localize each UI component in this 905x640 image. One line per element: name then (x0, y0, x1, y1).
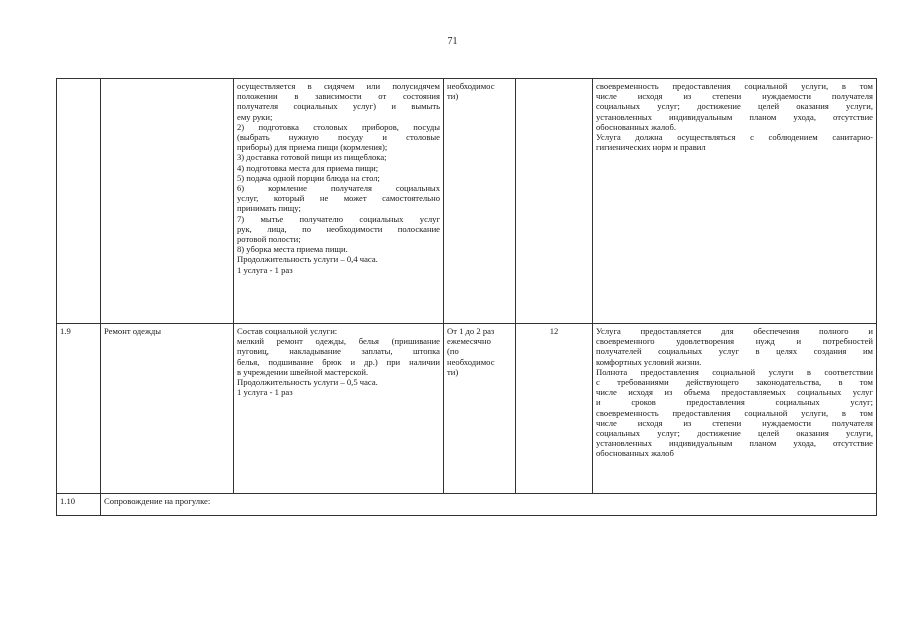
service-content-cell (234, 79, 444, 324)
text-line: Услуга предоставляется для обеспечения полного и (596, 326, 873, 336)
service-name-cell: Ремонт одежды (101, 324, 234, 494)
text-line: установленных индивидуальным планом ухода, отсутствие (596, 438, 873, 449)
text-line: обоснованных жалоб. (596, 121, 677, 132)
text-line: (по (447, 346, 459, 357)
row-number-cell: 1.10 (57, 494, 101, 516)
text-line: необходимос (447, 356, 495, 367)
row-number-cell (57, 79, 101, 324)
text-line: 2) подготовка столовых приборов, посуды (237, 121, 440, 132)
text-line: в учреждении швейной мастерской. (237, 366, 369, 377)
text-line: числе исходя из степени нуждаемости получателя (596, 91, 873, 102)
text-line: Полнота предоставления социальной услуги в соответствии (596, 366, 873, 377)
text-line: числе исходя из объема предоставляемых социальных услуг (596, 387, 873, 398)
text-line: мелкий ремонт одежды, белья (пришивание (237, 336, 440, 347)
text-line: социальных услуг; достижение целей оказания услуги, (596, 428, 873, 439)
service-content-cell (234, 324, 444, 494)
text-line: ти) (447, 91, 459, 102)
page-number: 71 (447, 36, 458, 47)
text-line: комфортных условий жизни. (596, 356, 702, 367)
text-line: От 1 до 2 раз (447, 326, 495, 336)
text-line: получателя социальных услуг) и вымыть (237, 101, 440, 112)
text-line: числе исходя из степени нуждаемости получателя (596, 417, 873, 428)
text-line: установленных индивидуальным планом ухода, отсутствие (596, 111, 873, 122)
text-line: с требованиями действующего законодательства, в том (596, 377, 873, 388)
table-row (57, 494, 877, 516)
text-line: ему руки; (237, 111, 273, 122)
section-title-cell: Сопровождение на прогулке: (101, 494, 877, 516)
text-line: ротовой полости; (237, 234, 301, 245)
text-line: 8) уборка места приема пищи. (237, 244, 348, 255)
text-line: рук, лица, по необходимости полоскание (237, 223, 440, 234)
text-line: 1 услуга - 1 раз (237, 264, 293, 275)
text-line: 7) мытье получателю социальных услуг (237, 213, 440, 224)
frequency-cell (444, 324, 516, 494)
text-line: Продолжительность услуги – 0,5 часа. (237, 377, 378, 388)
service-name-cell (101, 79, 234, 324)
text-line: 4) подготовка места для приема пищи; (237, 162, 379, 173)
text-line: Услуга должна осуществляться с соблюдением санитарно- (596, 132, 873, 143)
quality-cell (593, 79, 877, 324)
text-line: (выбрать нужную посуду и столовые (237, 132, 440, 143)
text-line: принимать пищу; (237, 203, 301, 214)
text-line: осуществляется в сидячем или полусидячем (237, 81, 440, 91)
table-row (57, 324, 877, 494)
frequency-cell (444, 79, 516, 324)
text-line: услуг, который не может самостоятельно (237, 193, 440, 204)
text-line: 3) доставка готовой пищи из пищеблока; (237, 152, 387, 163)
volume-cell (516, 79, 593, 324)
text-line: Продолжительность услуги – 0,4 часа. (237, 254, 378, 265)
text-line: 5) подача одной порции блюда на стол; (237, 172, 380, 183)
text-line: необходимос (447, 81, 495, 91)
text-line: 1 услуга - 1 раз (237, 387, 293, 398)
quality-cell (593, 324, 877, 494)
text-line: социальных услуг; достижение целей оказания услуги, (596, 101, 873, 112)
text-line: белья, подшивание брюк и др.) при наличии (237, 356, 440, 367)
text-line: своевременность предоставления социальной услуги, в том (596, 81, 873, 91)
text-line: своевременного удовлетворения нужд и потребностей (596, 336, 873, 347)
text-line: своевременность предоставления социальной услуги, в том (596, 407, 873, 418)
text-line: и сроков предоставления социальных услуг; (596, 397, 873, 408)
text-line: ти) (447, 366, 459, 377)
text-line: обоснованных жалоб (596, 448, 674, 459)
text-line: получателей социальных услуг в целях создания им (596, 346, 873, 357)
text-line: положении в зависимости от состояния (237, 91, 440, 102)
services-table (56, 78, 877, 516)
text-line: ежемесячно (447, 336, 491, 347)
text-line: гигиенических норм и правил (596, 142, 706, 153)
text-line: 6) кормление получателя социальных (237, 183, 440, 194)
table-row (57, 79, 877, 324)
text-line: приборы) для приема пищи (кормления); (237, 142, 388, 153)
row-number-cell: 1.9 (57, 324, 101, 494)
volume-cell: 12 (516, 324, 593, 494)
text-line: Состав социальной услуги: (237, 326, 338, 336)
text-line: пуговиц, накладывание заплаты, штопка (237, 346, 440, 357)
